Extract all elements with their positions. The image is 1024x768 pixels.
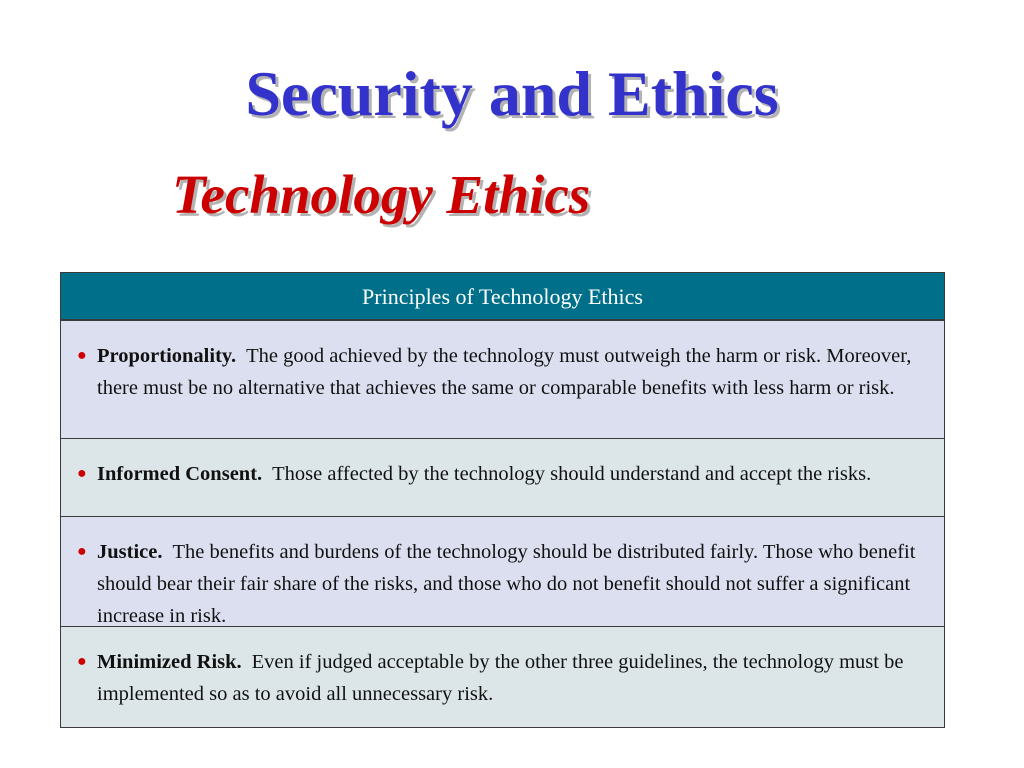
principle-row-informed-consent [61, 439, 944, 517]
principle-row-proportionality [61, 321, 944, 439]
principle-text: Even if judged acceptable by the other three guidelines, the technology must be implemented so as to avoid all unnecessary risk. [97, 651, 904, 705]
principle-text: Those affected by the technology should understand and accept the risks. [272, 463, 872, 485]
principle-row-justice [61, 517, 944, 627]
bullet-icon: ● [77, 347, 87, 364]
slide-title: Security and Ethics [245, 58, 779, 129]
principle-text: The good achieved by the technology must outweigh the harm or risk. Moreover, there must be no alternative that achieves the same or comparable benefits with less harm or risk. [97, 345, 912, 399]
table-header: Principles of Technology Ethics [61, 273, 944, 321]
principle-row-minimized-risk [61, 627, 944, 727]
principles-table [60, 272, 945, 728]
slide-subtitle: Technology Ethics [172, 164, 591, 225]
principle-term: Proportionality. [97, 345, 237, 367]
principle-term: Minimized Risk. [97, 651, 242, 673]
principle-text: The benefits and burdens of the technology should be distributed fairly. Those who benefit should bear their fair share of the risks, and those who do not benefit should not suffer a significant increase in risk. [97, 541, 916, 627]
bullet-icon: ● [77, 465, 87, 482]
principle-term: Justice. [97, 541, 163, 563]
bullet-icon: ● [77, 653, 87, 670]
bullet-icon: ● [77, 543, 87, 560]
principle-term: Informed Consent. [97, 463, 263, 485]
